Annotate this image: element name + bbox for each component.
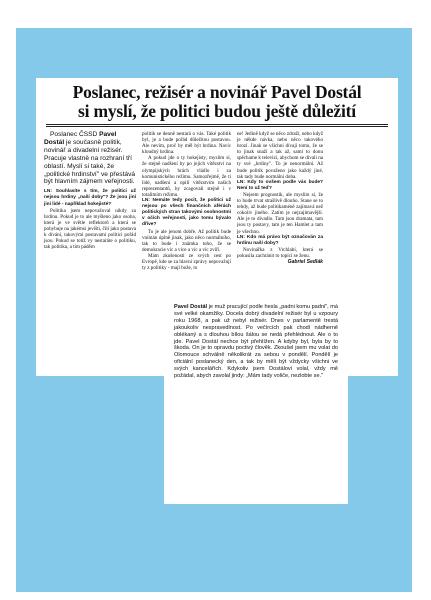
sidebar-clipping	[164, 296, 348, 504]
sidebar-name: Pavel Dostál	[174, 304, 208, 310]
answer-1: Politika jsem nepovažoval nikdy za hrdinu. Pokud je to ale myšleno jako osoba, která je ve světle reflektorů a která se pohybuje na jakémsi jevišti, čili jako postava k dívání, takovými postavami politici pořád jsou. Pokud se totiž vy nestaráte o politiku, tak politika, a tím páděm	[44, 207, 136, 251]
question-2: LN: Nemáte tedy pocit, že politici už nejsou po všech finančních aférách politických stran takovými osobnostmi v očích veřejnosti, jako tomu bývalo dříve?	[142, 198, 231, 228]
lead-name: Pavel Dostál	[44, 131, 117, 146]
author-signature: Gabriel Sedlák	[287, 258, 323, 265]
headline	[44, 83, 390, 121]
headline-line-2: si myslí, že politici budou ještě důležití	[78, 101, 356, 121]
question-3: LN: Kdy to ovšem podle vás bude? Není to už teď?	[237, 179, 323, 191]
sidebar-text: Pavel Dostál je muž pracující podle hesla „padni komu padni", má své velké okamžiky. Docela dobrý divadelní režisér byl u vzpoury roku 1968, a pak už nebyl režisér. Dnes v parlamentě trestá jakoukoliv nespravedlnost. Po večírcích pak chodí nádherně oblékaný a s dlouhou bílou šálou se nedá přehlédnout. Ale o to jde. Pavel Dostál nechce být přehlížen. A kdyby byl, byla by to škoda. On je to opravdu poctivý člověk. Zkoušel jsem mu volat do Olomouce schválně několikrát za sebou v pondělí. Pondělí je oficiální poslanecký den, a tak by měli být vždycky všichni ve svých kancelářích. Kdykoliv jsem Dostálovi volal, vždy mě požádal, abych zavolal jindy: „Mám tady voliče, nezlobte se."	[174, 304, 338, 380]
answer-1-paragraph-2: A pokud jde o ty hokejisty, myslím si, že stejně nadšení by po jejich vítězství na olympijských hrách vládlo i za komunistického režimu. Samozřejmě, že ti lidé, nadšení a opilí vítězstvím našich reprezentantů, by zcagovali stejně i v totalitním režimu.	[142, 155, 231, 198]
headline-rule-top	[46, 124, 388, 125]
article-column-1	[44, 131, 136, 250]
answer-2: To je ale jenom dobře. Až politik bude vnímán úplně jinak, jako něco normálního, tak to bude i známka toho, že se demokracie víc a více a víc a víc zvíří.	[142, 228, 231, 253]
answer-1-continued: politik se denně nestará o vás. Také politik byl, je a bude pořád důležitou postavou. Ale nevím, proč by měl být hrdina. Navíc kloudný hrdina.	[142, 131, 231, 156]
headline-rule-bottom	[46, 126, 388, 127]
article-lead: Poslanec ČSSD Pavel Dostál je současně politik, novinář a divadelní režisér. Pracuje vlastně na rozhraní tří oblastí. Myslí si také, že „politické hrdinství" ve přestává být hlavním zájmem veřejnosti.	[44, 131, 136, 186]
article-column-2	[142, 131, 231, 271]
question-4: LN: Kdo má právo být označován za hrdinu naší doby?	[237, 234, 323, 246]
answer-2-continued: ne! Jedině když se něco zdraží, nebo když je někde návka, nebo něco takového hrozí. Jinak se všichni dívají tomu, že se to jinak snaží a tak až, sami to donu spěchame k televizi, abychom se dívali na ty své „hrdiny". To je nenormální. Až bude politik považeno jako každý jiné, tak tady bude normální doba.	[237, 131, 323, 180]
answer-4: Novinářka z Vrchlabí, která se pokusila zachránit to topící se ženu. Gabriel Sedlák	[237, 246, 323, 265]
article-column-3	[237, 131, 323, 265]
question-1: LN: Souhlasíte s tím, že politici už nejsou hrdiny „naší doby"? Že jsou jiní jiní lidé - například hokejisté?	[44, 189, 136, 207]
answer-2-paragraph-2: Mám zkušenosti ze svých cest po Evropě, kde se za hlavní zprávy nepovažují ty z politiky - mají bože, to	[142, 252, 231, 272]
answer-3: Nejsem prognostik, ale myslím si, že to bude trvat strašlivě dlouho. Stane se to tehdy, až bude politikaméně zajímavá než cokoliv jiného. Zatím je nejzajímavější. Ale je to divadlo. Tam jsou dramata, tam jsou ty postavy, tam je ten Hamlet a tam je všechno.	[237, 191, 323, 235]
headline-line-1: Poslanec, režisér a novinář Pavel Dostál	[72, 82, 362, 102]
